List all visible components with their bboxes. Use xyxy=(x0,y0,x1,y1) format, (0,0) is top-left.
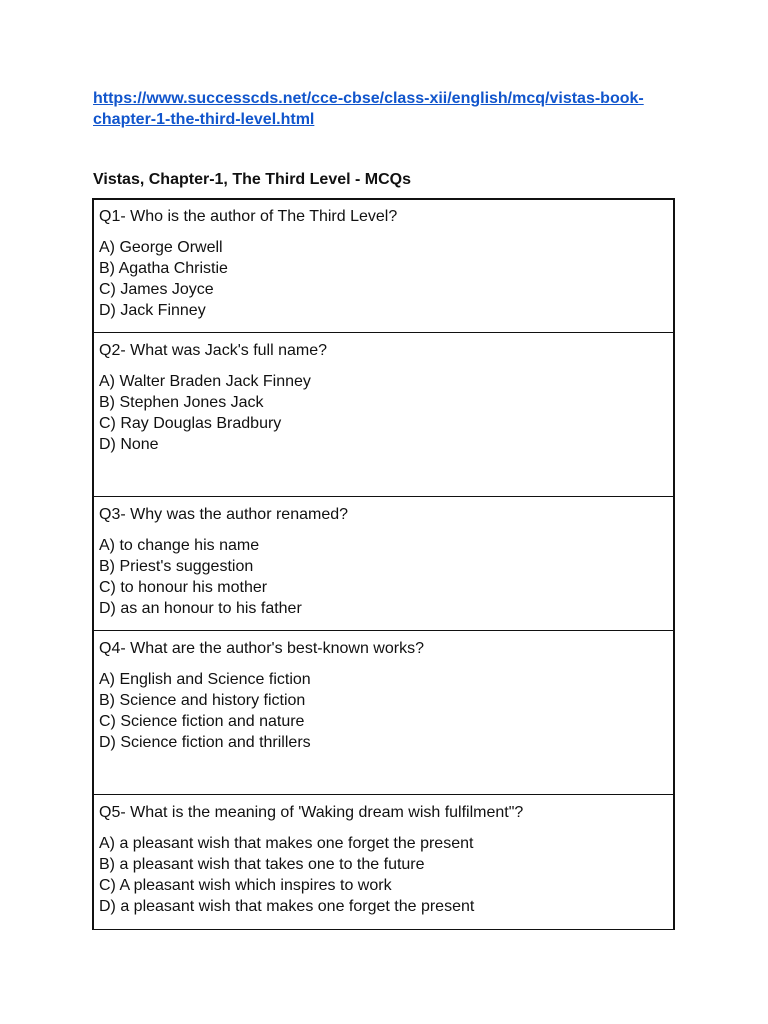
mcq-table xyxy=(92,198,675,930)
question-cell-3 xyxy=(94,499,673,631)
option-c: C) Science fiction and nature xyxy=(99,713,305,730)
source-url-link[interactable] xyxy=(93,88,693,130)
option-a: A) a pleasant wish that makes one forget the present xyxy=(99,835,474,852)
option-b: B) Science and history fiction xyxy=(99,692,306,709)
question-text-3: Q3- Why was the author renamed? xyxy=(99,506,349,523)
question-text-2: Q2- What was Jack's full name? xyxy=(99,342,328,359)
option-d: D) as an honour to his father xyxy=(99,600,302,617)
option-b: B) Priest's suggestion xyxy=(99,558,254,575)
option-a: A) to change his name xyxy=(99,537,260,554)
option-b: B) Agatha Christie xyxy=(99,260,228,277)
page-title: Vistas, Chapter-1, The Third Level - MCQs xyxy=(93,171,411,188)
question-text-5: Q5- What is the meaning of 'Waking dream wish fulfilment"? xyxy=(99,804,524,821)
options-list-3 xyxy=(99,535,668,619)
question-text-4: Q4- What are the author's best-known works? xyxy=(99,640,424,657)
option-b: B) Stephen Jones Jack xyxy=(99,394,264,411)
option-a: A) George Orwell xyxy=(99,239,223,256)
source-url-line-1[interactable]: https://www.successcds.net/cce-cbse/class-xii/english/mcq/vistas-book- xyxy=(93,90,644,107)
option-d: D) Jack Finney xyxy=(99,302,206,319)
options-list-2 xyxy=(99,371,668,455)
option-a: A) Walter Braden Jack Finney xyxy=(99,373,311,390)
option-c: C) James Joyce xyxy=(99,281,214,298)
question-cell-1 xyxy=(94,200,673,333)
question-cell-2 xyxy=(94,335,673,497)
source-url-line-2[interactable]: chapter-1-the-third-level.html xyxy=(93,111,315,128)
options-list-4 xyxy=(99,669,668,753)
option-c: C) A pleasant wish which inspires to work xyxy=(99,877,392,894)
options-list-5 xyxy=(99,833,668,917)
option-d: D) None xyxy=(99,436,159,453)
option-c: C) Ray Douglas Bradbury xyxy=(99,415,282,432)
option-d: D) Science fiction and thrillers xyxy=(99,734,311,751)
option-a: A) English and Science fiction xyxy=(99,671,311,688)
question-cell-4 xyxy=(94,633,673,795)
question-text-1: Q1- Who is the author of The Third Level? xyxy=(99,208,398,225)
option-b: B) a pleasant wish that takes one to the future xyxy=(99,856,425,873)
question-cell-5 xyxy=(94,797,673,929)
option-d: D) a pleasant wish that makes one forget the present xyxy=(99,898,475,915)
options-list-1 xyxy=(99,237,668,321)
option-c: C) to honour his mother xyxy=(99,579,268,596)
